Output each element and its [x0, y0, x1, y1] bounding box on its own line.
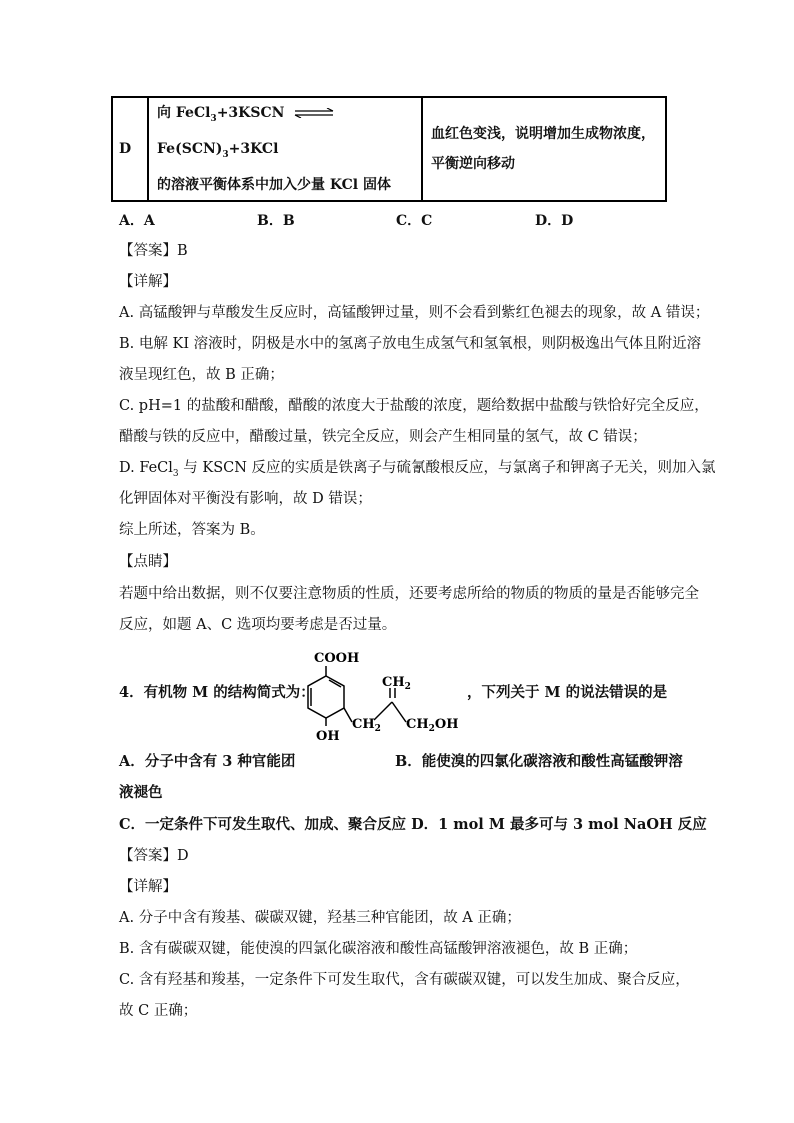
q3-detail-title: 【详解】	[119, 274, 177, 290]
q3-line-d2: 化钾固体对平衡没有影响，故 D 错误；	[119, 491, 372, 507]
q3-note-2: 反应，如题 A、C 选项均要考虑是否过量。	[119, 617, 397, 633]
option-d-table	[111, 96, 667, 202]
table-conclusion-cell: 血红色变浅，说明增加生成物浓度， 平衡逆向移动	[422, 97, 666, 201]
cooh-label: COOH	[314, 651, 360, 666]
q3-note-title: 【点睛】	[119, 554, 177, 570]
q3-line-a: A. 高锰酸钾与草酸发生反应时，高锰酸钾过量，则不会看到紫红色褪去的现象，故 A 错误；	[119, 305, 710, 321]
q4-option-b: B．能使溴的四氯化碳溶液和酸性高锰酸钾溶	[395, 753, 683, 770]
q3-summary: 综上所述，答案为 B。	[119, 522, 265, 538]
molecule-structure	[296, 646, 466, 742]
q3-line-d: D. FeCl$_3$ 与 KSCN 反应的实质是铁离子与硫氰酸根反应，与氯离子和钾离子无关，则加入氯	[119, 460, 716, 479]
q4-line-c: C. 含有羟基和羧基，一定条件下可发生取代，含有碳碳双键，可以发生加成、聚合反应，	[119, 972, 690, 988]
q4-detail-title: 【详解】	[119, 879, 177, 895]
q4-option-a: A．分子中含有 3 种官能团	[119, 753, 296, 770]
q4-option-cd: C．一定条件下可发生取代、加成、聚合反应 D．1 mol M 最多可与 3 mol NaOH 反应	[119, 816, 707, 833]
reaction-line: 向 FeCl$_3$+3KSCN $Fe(SCN)_3+3KCl$	[157, 98, 413, 170]
q4-line-c2: 故 C 正确；	[119, 1003, 198, 1019]
q4-answer: 【答案】D	[119, 848, 189, 864]
table-reaction-cell	[148, 97, 422, 201]
q3-option-b: B．B	[257, 213, 295, 229]
q3-answer: 【答案】B	[119, 243, 188, 259]
reaction-condition: 的溶液平衡体系中加入少量 KCl 固体	[157, 176, 392, 193]
q3-note-1: 若题中给出数据，则不仅要注意物质的性质，还要考虑所给的物质的物质的量是否能够完全	[119, 586, 699, 602]
q3-line-c2: 醋酸与铁的反应中，醋酸过量，铁完全反应，则会产生相同量的氢气，故 C 错误；	[119, 429, 647, 445]
q3-option-a: A．A	[119, 213, 155, 229]
q3-line-b: B. 电解 KI 溶液时，阴极是水中的氢离子放电生成氢气和氢氧根，则阴极逸出气体且附近溶	[119, 336, 702, 352]
ch2-mid-label: $CH_2$	[352, 717, 381, 734]
oh-label: OH	[316, 729, 340, 742]
q3-option-c: C．C	[396, 213, 433, 229]
q3-line-b2: 液呈现红色，故 B 正确；	[119, 367, 284, 383]
q4-line-b: B. 含有碳碳双键，能使溴的四氯化碳溶液和酸性高锰酸钾溶液褪色，故 B 正确；	[119, 941, 638, 957]
q3-line-c: C. pH=1 的盐酸和醋酸，醋酸的浓度大于盐酸的浓度，题给数据中盐酸与铁恰好完全反应，	[119, 398, 709, 414]
q4-stem-b: ，下列关于 M 的说法错误的是	[467, 684, 668, 701]
q4-stem-a: 4．有机物 M 的结构简式为：	[119, 684, 315, 701]
q4-line-a: A. 分子中含有羧基、碳碳双键，羟基三种官能团，故 A 正确；	[119, 910, 521, 926]
q4-option-b2: 液褪色	[119, 784, 163, 801]
equilibrium-arrow-icon	[293, 108, 335, 118]
q3-option-d: D．D	[535, 213, 574, 229]
table-letter: D	[112, 97, 148, 201]
ch2oh-label: $CH_2OH$	[406, 717, 459, 734]
ch2-top-label: $CH_2$	[382, 675, 411, 692]
